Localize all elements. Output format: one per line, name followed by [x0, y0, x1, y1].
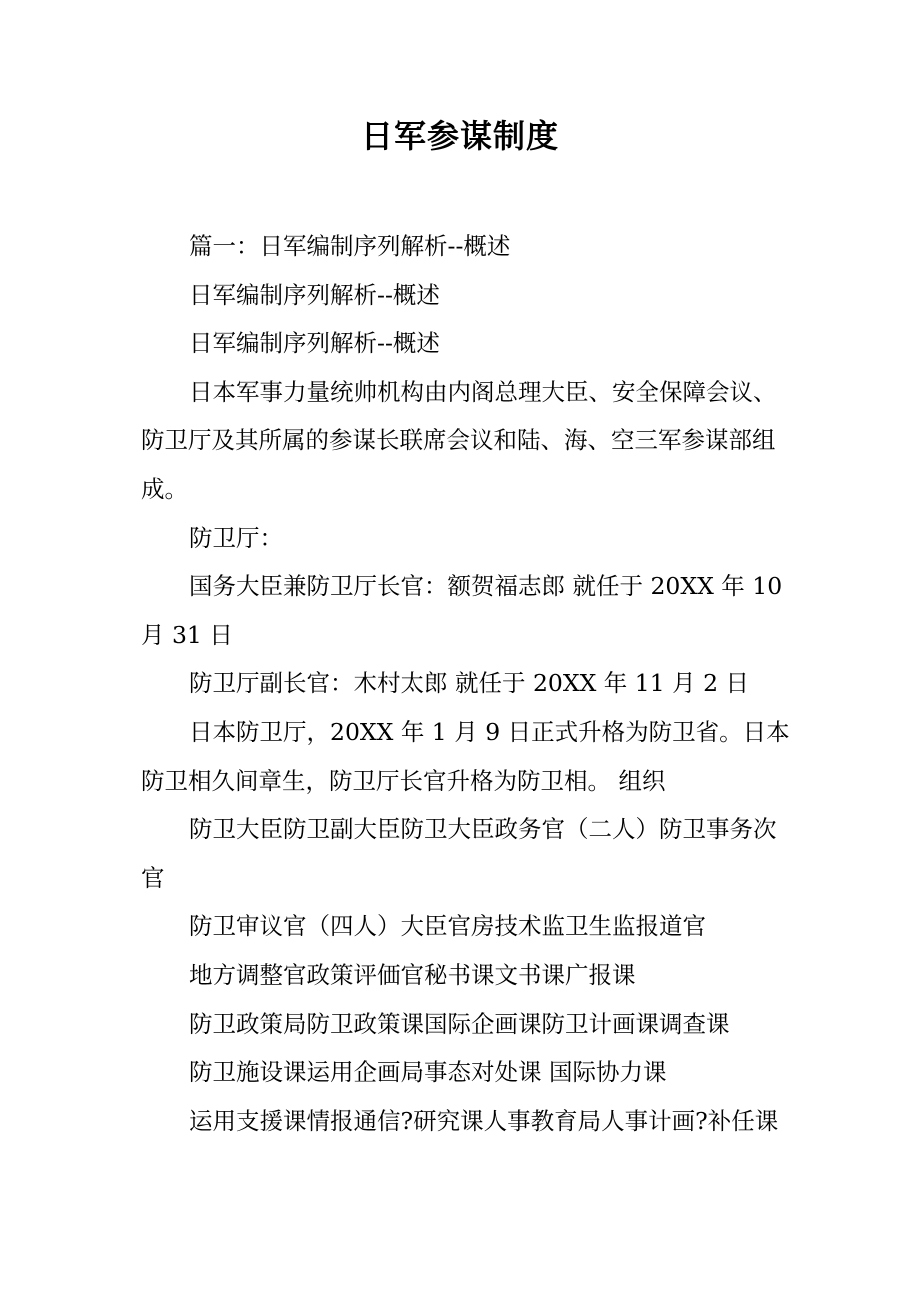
paragraph-12: 防卫政策局防卫政策课国际企画课防卫计画课调查课: [189, 1009, 730, 1038]
paragraph-13: 防卫施设课运用企画局事态对处课 国际协力课: [189, 1058, 667, 1087]
paragraph-1: 篇一：日军编制序列解析--概述: [189, 232, 511, 260]
document-body: [141, 222, 791, 1145]
paragraph-5: 防卫厅：: [189, 523, 283, 552]
paragraph-6: 国务大臣兼防卫厅长官：额贺福志郎 就任于 20XX 年 10 月 31 日: [141, 572, 790, 649]
paragraph-10: 防卫审议官（四人）大臣官房技术监卫生监报道官: [189, 912, 706, 941]
paragraph-2: 日军编制序列解析--概述: [189, 280, 440, 309]
paragraph-9: 防卫大臣防卫副大臣防卫大臣政务官（二人）防卫事务次官: [141, 815, 777, 892]
paragraph-3: 日军编制序列解析--概述: [189, 329, 440, 358]
paragraph-14: 运用支援课情报通信?研究课人事教育局人事计画?补任课: [189, 1106, 779, 1135]
paragraph-7: 防卫厅副长官：木村太郎 就任于 20XX 年 11 月 2 日: [189, 669, 750, 698]
paragraph-11: 地方调整官政策评価官秘书课文书课广报课: [189, 960, 636, 989]
paragraph-4: 日本军事力量统帅机构由内阁总理大臣、安全保障会议、防卫厅及其所属的参谋长联席会议和陆、海、空三军参谋部组成。: [141, 377, 777, 503]
paragraph-8: 日本防卫厅，20XX 年 1 月 9 日正式升格为防卫省。日本防卫相久间章生，防卫厅长官升格为防卫相。 组织: [141, 717, 790, 795]
document-title: 日军参谋制度: [360, 117, 559, 155]
